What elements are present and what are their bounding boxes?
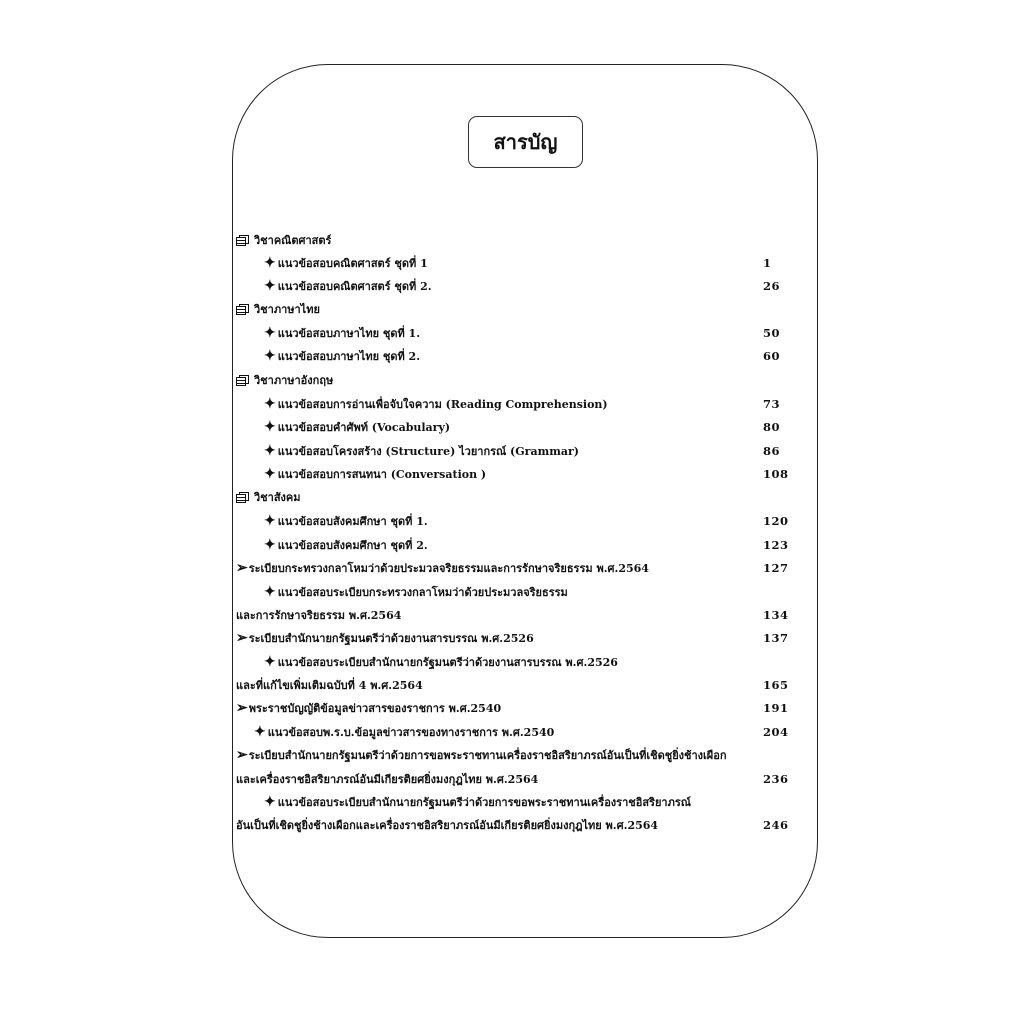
toc-page-number: 50 bbox=[763, 326, 781, 340]
book-icon bbox=[236, 235, 249, 246]
toc-entry bbox=[236, 744, 796, 766]
toc-entry bbox=[236, 369, 796, 391]
toc-entry bbox=[236, 721, 796, 743]
toc-page-number: 73 bbox=[763, 397, 781, 411]
toc-entry-text: แนวข้อสอบระเบียบสำนักนายกรัฐมนตรีว่าด้วยการขอพระราชทานเครื่องราชอิสริยาภรณ์ bbox=[277, 796, 691, 809]
toc-entry-text: แนวข้อสอบโครงสร้าง (Structure) ไวยากรณ์ (Grammar) bbox=[277, 445, 579, 458]
toc-entry bbox=[236, 791, 796, 813]
toc-entry bbox=[236, 486, 796, 508]
toc-entry bbox=[236, 814, 796, 836]
toc-page-number: 108 bbox=[763, 467, 789, 481]
toc-page-number: 204 bbox=[763, 725, 789, 739]
toc-entry bbox=[236, 604, 796, 626]
toc-entry-text: วิชาคณิตศาสตร์ bbox=[254, 234, 332, 247]
toc-entry-text: แนวข้อสอบพ.ร.บ.ข้อมูลข่าวสารของทางราชการ พ.ศ.2540 bbox=[267, 726, 555, 739]
toc-entry bbox=[236, 345, 796, 367]
book-icon bbox=[236, 375, 249, 386]
sparkle-icon: ✦ bbox=[264, 255, 276, 271]
toc-entry bbox=[236, 229, 796, 251]
toc-entry-text: วิชาภาษาอังกฤษ bbox=[254, 374, 334, 387]
toc-page-number: 60 bbox=[763, 349, 781, 363]
toc-entry bbox=[236, 534, 796, 556]
toc-page-number: 191 bbox=[763, 701, 789, 715]
sparkle-icon: ✦ bbox=[264, 396, 276, 412]
sparkle-icon: ✦ bbox=[264, 278, 276, 294]
sparkle-icon: ✦ bbox=[264, 794, 276, 810]
toc-title-box bbox=[468, 116, 583, 168]
toc-entry-text: แนวข้อสอบคณิตศาสตร์ ชุดที่ 1 bbox=[277, 257, 428, 270]
sparkle-icon: ✦ bbox=[264, 466, 276, 482]
toc-page-number: 137 bbox=[763, 631, 789, 645]
toc-entry-text: วิชาสังคม bbox=[254, 491, 301, 504]
toc-page-number: 120 bbox=[763, 514, 789, 528]
toc-entry-text: ระเบียบสำนักนายกรัฐมนตรีว่าด้วยงานสารบรรณ พ.ศ.2526 bbox=[248, 632, 534, 645]
toc-entry-text: ระเบียบสำนักนายกรัฐมนตรีว่าด้วยการขอพระราชทานเครื่องราชอิสริยาภรณ์อันเป็นที่เชิดชูยิ่งช้างเผือก bbox=[248, 749, 727, 762]
toc-entry bbox=[236, 651, 796, 673]
toc-entry bbox=[236, 674, 796, 696]
sparkle-icon: ✦ bbox=[264, 325, 276, 341]
toc-entry-text: แนวข้อสอบภาษาไทย ชุดที่ 1. bbox=[277, 327, 421, 340]
sparkle-icon: ✦ bbox=[264, 537, 276, 553]
toc-entry bbox=[236, 697, 796, 719]
sparkle-icon: ✦ bbox=[264, 348, 276, 364]
toc-entry-text: แนวข้อสอบระเบียบสำนักนายกรัฐมนตรีว่าด้วยงานสารบรรณ พ.ศ.2526 bbox=[277, 656, 618, 669]
toc-entry bbox=[236, 510, 796, 532]
sparkle-icon: ✦ bbox=[264, 513, 276, 529]
toc-entry-text: แนวข้อสอบระเบียบกระทรวงกลาโหมว่าด้วยประมวลจริยธรรม bbox=[277, 586, 568, 599]
sparkle-icon: ✦ bbox=[264, 584, 276, 600]
arrow-icon: ➢ bbox=[236, 630, 248, 646]
sparkle-icon: ✦ bbox=[264, 443, 276, 459]
toc-entry-text: แนวข้อสอบคณิตศาสตร์ ชุดที่ 2. bbox=[277, 280, 432, 293]
toc-entry bbox=[236, 393, 796, 415]
toc-page-number: 80 bbox=[763, 420, 781, 434]
toc-entry bbox=[236, 275, 796, 297]
toc-entry-text: และเครื่องราชอิสริยาภรณ์อันมีเกียรติยศยิ่งมงกุฎไทย พ.ศ.2564 bbox=[236, 773, 539, 786]
book-icon bbox=[236, 304, 249, 315]
toc-entry bbox=[236, 298, 796, 320]
arrow-icon: ➢ bbox=[236, 747, 248, 763]
toc-entry bbox=[236, 463, 796, 485]
toc-page-number: 127 bbox=[763, 561, 789, 575]
toc-page-number: 86 bbox=[763, 444, 781, 458]
toc-entry-text: แนวข้อสอบสังคมศึกษา ชุดที่ 1. bbox=[277, 515, 428, 528]
toc-entry-text: แนวข้อสอบภาษาไทย ชุดที่ 2. bbox=[277, 350, 421, 363]
toc-page-number: 1 bbox=[763, 256, 772, 270]
sparkle-icon: ✦ bbox=[254, 724, 266, 740]
toc-page-number: 134 bbox=[763, 608, 789, 622]
toc-entry-text: แนวข้อสอบสังคมศึกษา ชุดที่ 2. bbox=[277, 539, 428, 552]
toc-entry-text: แนวข้อสอบคำศัพท์ (Vocabulary) bbox=[277, 421, 451, 434]
toc-entry-text: อันเป็นที่เชิดชูยิ่งช้างเผือกและเครื่องราชอิสริยาภรณ์อันมีเกียรติยศยิ่งมงกุฎไทย พ.ศ.2564 bbox=[236, 819, 659, 832]
arrow-icon: ➢ bbox=[236, 700, 248, 716]
toc-entry bbox=[236, 416, 796, 438]
toc-entry-text: แนวข้อสอบการอ่านเพื่อจับใจความ (Reading Comprehension) bbox=[277, 398, 608, 411]
toc-entry-text: และที่แก้ไขเพิ่มเติมฉบับที่ 4 พ.ศ.2564 bbox=[236, 679, 423, 692]
sparkle-icon: ✦ bbox=[264, 654, 276, 670]
toc-entry bbox=[236, 581, 796, 603]
toc-entry-text: พระราชบัญญัติข้อมูลข่าวสารของราชการ พ.ศ.2540 bbox=[248, 702, 502, 715]
toc-entry bbox=[236, 252, 796, 274]
toc-entry bbox=[236, 440, 796, 462]
toc-page-number: 123 bbox=[763, 538, 789, 552]
toc-entry bbox=[236, 322, 796, 344]
toc-page-number: 165 bbox=[763, 678, 789, 692]
toc-entry-text: แนวข้อสอบการสนทนา (Conversation ) bbox=[277, 468, 487, 481]
toc-page-number: 236 bbox=[763, 772, 789, 786]
toc-entry-text: ระเบียบกระทรวงกลาโหมว่าด้วยประมวลจริยธรรมและการรักษาจริยธรรม พ.ศ.2564 bbox=[248, 562, 649, 575]
toc-entry-text: และการรักษาจริยธรรม พ.ศ.2564 bbox=[236, 609, 402, 622]
book-icon bbox=[236, 492, 249, 503]
toc-page-number: 246 bbox=[763, 818, 789, 832]
toc-entry bbox=[236, 557, 796, 579]
toc-entry-text: วิชาภาษาไทย bbox=[254, 303, 320, 316]
toc-entry bbox=[236, 768, 796, 790]
sparkle-icon: ✦ bbox=[264, 419, 276, 435]
arrow-icon: ➢ bbox=[236, 560, 248, 576]
toc-page-number: 26 bbox=[763, 279, 781, 293]
toc-entry bbox=[236, 627, 796, 649]
page-title: สารบัญ bbox=[493, 130, 558, 154]
